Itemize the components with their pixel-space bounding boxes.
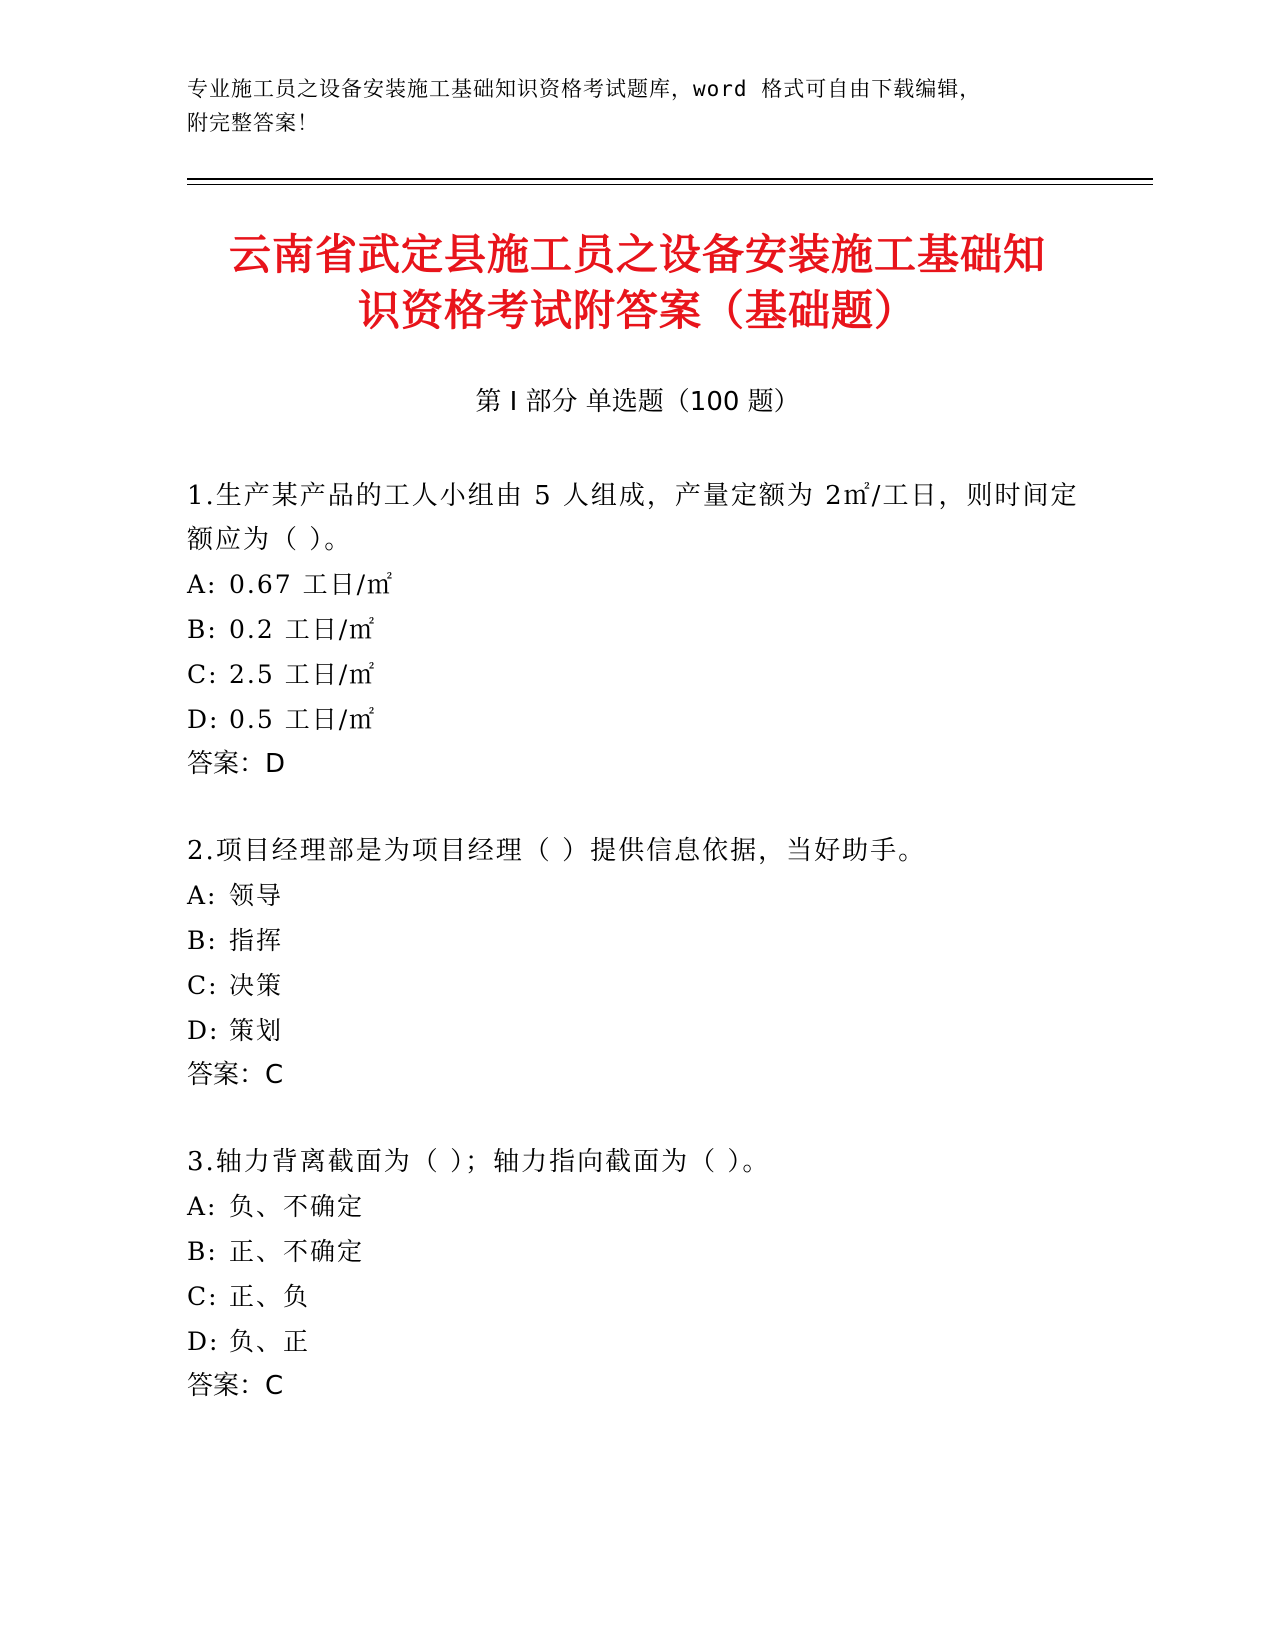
header-note: 专业施工员之设备安装施工基础知识资格考试题库，word 格式可自由下载编辑， 附完整答案！	[187, 77, 982, 135]
answer-label: 答案：D	[187, 749, 286, 779]
option-a: A: 负、不确定	[187, 1192, 365, 1221]
document-title-line-2: 识资格考试附答案（基础题）	[357, 286, 917, 335]
question-3	[187, 1140, 1087, 1409]
answer-label: 答案：C	[187, 1060, 284, 1090]
option-b: B: 正、不确定	[187, 1237, 365, 1266]
question-text: 2.项目经理部是为项目经理（ ）提供信息依据，当好助手。	[187, 836, 927, 866]
option-a: A: 领导	[187, 881, 284, 910]
header-divider	[187, 178, 1153, 180]
option-c: C: 决策	[187, 971, 284, 1000]
question-list	[187, 474, 1087, 1451]
option-c: C: 2.5 工日/㎡	[187, 660, 377, 689]
header-divider-thin	[187, 184, 1153, 185]
option-d: D: 0.5 工日/㎡	[187, 705, 377, 734]
question-1	[187, 474, 1087, 787]
option-b: B: 0.2 工日/㎡	[187, 615, 377, 644]
option-c: C: 正、负	[187, 1282, 311, 1311]
question-text: 1.生产某产品的工人小组由 5 人组成，产量定额为 2㎡/工日，则时间定额应为（ ）。	[187, 481, 1079, 555]
document-title-line-1: 云南省武定县施工员之设备安装施工基础知	[228, 230, 1046, 279]
question-text: 3.轴力背离截面为（ ）；轴力指向截面为（ ）。	[187, 1147, 771, 1177]
option-d: D: 负、正	[187, 1327, 311, 1356]
section-title: 第 I 部分 单选题（100 题）	[475, 387, 800, 417]
option-b: B: 指挥	[187, 926, 284, 955]
option-a: A: 0.67 工日/㎡	[187, 570, 395, 599]
question-2	[187, 829, 1087, 1098]
answer-label: 答案：C	[187, 1371, 284, 1401]
option-d: D: 策划	[187, 1016, 284, 1045]
